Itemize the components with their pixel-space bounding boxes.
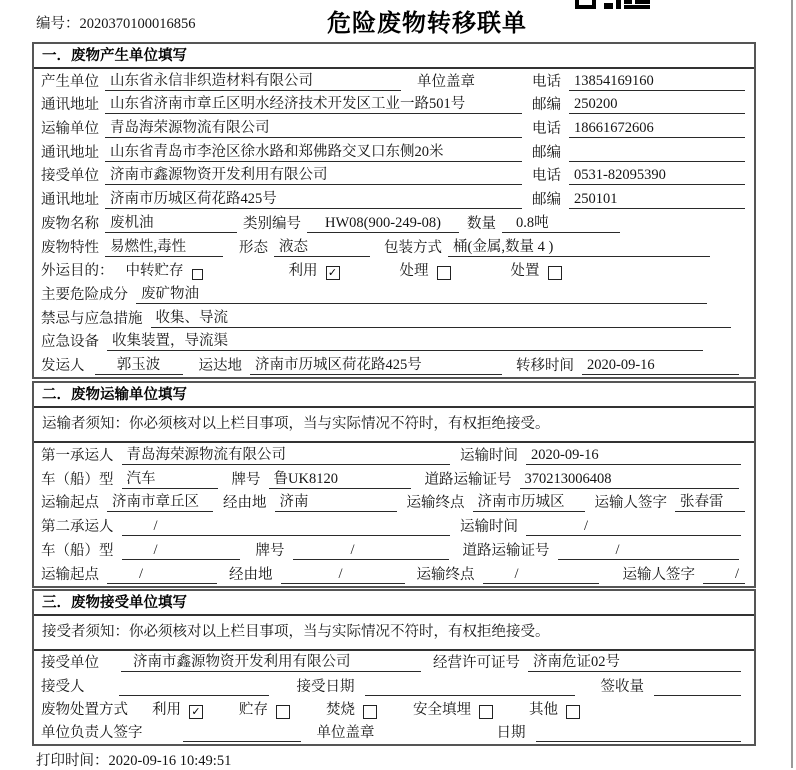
producer-address-row bbox=[41, 93, 747, 117]
disposal-other-label: 其他 bbox=[529, 701, 558, 718]
receive-date-label: 接受日期 bbox=[296, 678, 355, 695]
receive-unit-row bbox=[41, 651, 747, 674]
purpose-label: 外运目的： bbox=[41, 263, 114, 280]
via1-label: 经由地 bbox=[223, 495, 267, 512]
transporter-address-value: 山东省青岛市李沧区徐水路和郑佛路交叉口东侧20米 bbox=[105, 140, 522, 162]
receiver-zip-value: 250101 bbox=[569, 191, 745, 209]
origin1-label: 运输起点 bbox=[41, 495, 99, 512]
receiver-label: 接受单位 bbox=[41, 168, 99, 185]
vehicle1-type-value: 汽车 bbox=[122, 467, 218, 489]
producer-zip-label: 邮编 bbox=[532, 97, 561, 114]
permit1-value: 370213006408 bbox=[520, 471, 740, 489]
leader-sign-value bbox=[183, 741, 301, 742]
purpose-dispose-checkbox bbox=[548, 266, 562, 280]
transfer-date-value: 2020-09-16 bbox=[582, 357, 739, 375]
waste-name-label: 废物名称 bbox=[41, 215, 99, 232]
carrier2-label: 第二承运人 bbox=[41, 519, 114, 536]
carrier2-time-label: 运输时间 bbox=[460, 519, 518, 536]
permit1-label: 道路运输证号 bbox=[424, 471, 512, 488]
waste-character-row bbox=[41, 235, 747, 259]
emergency-equipment-value: 收集装置，导流渠 bbox=[107, 329, 703, 351]
transporter-row bbox=[41, 116, 747, 140]
end1-value: 济南市历城区 bbox=[473, 490, 585, 512]
section-producer-title: 一．废物产生单位填写 bbox=[34, 44, 754, 69]
receiver-address-value: 济南市历城区荷花路425号 bbox=[105, 187, 522, 209]
route1-row bbox=[41, 491, 747, 515]
unit-seal-label: 单位盖章 bbox=[417, 73, 475, 90]
disposal-store-label: 贮存 bbox=[239, 701, 268, 718]
category-code-label: 类别编号 bbox=[243, 215, 301, 232]
permit2-label: 道路运输证号 bbox=[462, 542, 550, 559]
receive-unit-value: 济南市鑫源物资开发利用有限公司 bbox=[121, 650, 421, 672]
via1-value: 济南 bbox=[275, 490, 397, 512]
plate2-label: 牌号 bbox=[255, 542, 285, 559]
vehicle1-row bbox=[41, 467, 747, 491]
package-value: 桶(金属,数量 4 ) bbox=[448, 235, 710, 257]
transporter-phone-value: 18661672606 bbox=[569, 120, 745, 138]
transfer-date-label: 转移时间 bbox=[516, 357, 574, 374]
receiver-address-row bbox=[41, 187, 747, 211]
transporter-phone-label: 电话 bbox=[532, 121, 561, 138]
producer-address-label: 通讯地址 bbox=[41, 97, 99, 114]
emergency-measures-row bbox=[41, 306, 747, 330]
disposal-landfill-label: 安全填埋 bbox=[413, 701, 471, 718]
sign2-label: 运输人签字 bbox=[622, 566, 695, 583]
plate1-label: 牌号 bbox=[231, 471, 261, 488]
waste-character-value: 易燃性,毒性 bbox=[105, 235, 223, 257]
emergency-measures-value: 收集、导流 bbox=[151, 306, 732, 328]
form-label: 形态 bbox=[239, 239, 268, 256]
quantity-value: 0.8吨 bbox=[502, 211, 620, 233]
hazard-component-value: 废矿物油 bbox=[136, 282, 707, 304]
route2-row bbox=[41, 562, 747, 586]
origin1-value: 济南市章丘区 bbox=[107, 490, 213, 512]
waste-name-row bbox=[41, 211, 747, 235]
transporter-zip-label: 邮编 bbox=[532, 144, 561, 161]
receive-date2-value bbox=[536, 741, 742, 742]
destination-label: 运达地 bbox=[198, 357, 242, 374]
plate2-value: / bbox=[293, 542, 449, 560]
transport-notice: 运输者须知：你必须核对以上栏目事项，当与实际情况不符时，有权拒绝接受。 bbox=[34, 408, 754, 443]
purpose-transfer-checkbox bbox=[192, 269, 203, 280]
category-code-value: HW08(900-249-08) bbox=[307, 215, 459, 233]
package-label: 包装方式 bbox=[384, 239, 442, 256]
purpose-utilize-label: 利用 bbox=[288, 263, 318, 280]
scan-page-edge bbox=[791, 0, 793, 768]
disposal-landfill-checkbox bbox=[479, 705, 493, 719]
receiver-phone-label: 电话 bbox=[532, 168, 561, 185]
form-value: 液态 bbox=[274, 235, 370, 257]
disposal-incinerate-checkbox bbox=[363, 705, 377, 719]
receive-person-row bbox=[41, 674, 747, 697]
vehicle2-type-value: / bbox=[122, 542, 240, 560]
producer-row bbox=[41, 69, 747, 93]
purpose-utilize-checkbox: ✓ bbox=[326, 266, 340, 280]
emergency-equipment-row bbox=[41, 330, 747, 354]
disposal-utilize-checkbox: ✓ bbox=[189, 705, 203, 719]
producer-phone-value: 13854169160 bbox=[569, 73, 745, 91]
license-value: 济南危证02号 bbox=[528, 650, 741, 672]
transporter-address-row bbox=[41, 140, 747, 164]
carrier1-value: 青岛海荣源物流有限公司 bbox=[122, 443, 451, 465]
section-receive-title: 三．废物接受单位填写 bbox=[34, 591, 754, 616]
sign2-value: / bbox=[703, 566, 745, 584]
receiver-zip-label: 邮编 bbox=[532, 192, 561, 209]
page-title: 危险废物转移联单 bbox=[327, 9, 527, 37]
receive-person-value bbox=[119, 695, 269, 696]
disposal-store-checkbox bbox=[276, 705, 290, 719]
print-time-value: 2020-09-16 10:49:51 bbox=[108, 753, 232, 769]
shipper-label: 发运人 bbox=[41, 357, 85, 374]
origin2-label: 运输起点 bbox=[41, 566, 99, 583]
producer-label: 产生单位 bbox=[41, 73, 99, 90]
print-time bbox=[36, 749, 231, 770]
quantity-label: 数量 bbox=[467, 215, 496, 232]
received-amount-label: 签收量 bbox=[600, 678, 644, 695]
purpose-dispose-label: 处置 bbox=[510, 263, 540, 280]
emergency-measures-label: 禁忌与应急措施 bbox=[41, 310, 143, 327]
transporter-value: 青岛海荣源物流有限公司 bbox=[105, 116, 522, 138]
disposal-method-row bbox=[41, 698, 747, 721]
receive-unit-label: 接受单位 bbox=[41, 655, 99, 672]
vehicle1-type-label: 车（船）型 bbox=[41, 471, 114, 488]
disposal-other-checkbox bbox=[566, 705, 580, 719]
section-producer bbox=[32, 42, 756, 379]
producer-zip-value: 250200 bbox=[569, 96, 745, 114]
license-label: 经营许可证号 bbox=[433, 655, 520, 672]
purpose-transfer-label: 中转贮存 bbox=[125, 263, 184, 280]
section-transport bbox=[32, 381, 756, 588]
shipper-row bbox=[41, 353, 747, 377]
permit2-value: / bbox=[558, 542, 740, 560]
vehicle2-row bbox=[41, 538, 747, 562]
purpose-treat-label: 处理 bbox=[399, 263, 429, 280]
receiver-value: 济南市鑫源物资开发利用有限公司 bbox=[105, 163, 522, 185]
purpose-treat-checkbox bbox=[437, 266, 451, 280]
carrier1-row bbox=[41, 443, 747, 467]
receiver-address-label: 通讯地址 bbox=[41, 192, 99, 209]
receiver-row bbox=[41, 164, 747, 188]
via2-label: 经由地 bbox=[229, 566, 273, 583]
shipper-value: 郭玉波 bbox=[95, 353, 183, 375]
producer-phone-label: 电话 bbox=[532, 73, 561, 90]
waste-name-value: 废机油 bbox=[105, 211, 237, 233]
end2-label: 运输终点 bbox=[416, 566, 475, 583]
receive-seal-label: 单位盖章 bbox=[316, 725, 375, 741]
hazard-component-label: 主要危险成分 bbox=[41, 286, 128, 303]
doc-number bbox=[36, 12, 196, 33]
producer-address-value: 山东省济南市章丘区明水经济技术开发区工业一路501号 bbox=[105, 92, 522, 114]
receive-notice: 接受者须知：你必须核对以上栏目事项，当与实际情况不符时，有权拒绝接受。 bbox=[34, 616, 754, 651]
emergency-equipment-label: 应急设备 bbox=[41, 334, 99, 351]
doc-number-label: 编号： bbox=[36, 16, 80, 32]
disposal-incinerate-label: 焚烧 bbox=[326, 701, 355, 718]
transporter-address-label: 通讯地址 bbox=[41, 144, 99, 161]
purpose-row bbox=[41, 259, 747, 283]
plate1-value: 鲁UK8120 bbox=[269, 467, 411, 489]
destination-value: 济南市历城区荷花路425号 bbox=[250, 353, 502, 375]
print-time-label: 打印时间： bbox=[36, 753, 109, 769]
hazard-component-row bbox=[41, 282, 747, 306]
carrier1-time-label: 运输时间 bbox=[460, 447, 518, 464]
doc-number-value: 2020370100016856 bbox=[79, 16, 196, 32]
carrier2-row bbox=[41, 514, 747, 538]
leader-sign-label: 单位负责人签字 bbox=[41, 725, 143, 741]
receive-date-value bbox=[365, 695, 575, 696]
sign1-value: 张春雷 bbox=[675, 490, 745, 512]
via2-value: / bbox=[281, 566, 405, 584]
waste-character-label: 废物特性 bbox=[41, 239, 99, 256]
disposal-utilize-label: 利用 bbox=[152, 701, 181, 718]
section-receive bbox=[32, 589, 756, 746]
received-amount-value bbox=[654, 695, 741, 696]
end2-value: / bbox=[483, 566, 599, 584]
carrier2-time-value: / bbox=[526, 518, 741, 536]
receiver-phone-value: 0531-82095390 bbox=[569, 167, 745, 185]
receive-person-label: 接受人 bbox=[41, 678, 85, 695]
section-transport-title: 二．废物运输单位填写 bbox=[34, 383, 754, 408]
disposal-method-label: 废物处置方式 bbox=[41, 701, 128, 718]
leader-sign-row bbox=[41, 721, 747, 744]
carrier1-label: 第一承运人 bbox=[41, 447, 114, 464]
carrier2-value: / bbox=[122, 518, 451, 536]
receive-date2-label: 日期 bbox=[496, 725, 526, 741]
end1-label: 运输终点 bbox=[406, 495, 465, 512]
sign1-label: 运输人签字 bbox=[594, 495, 667, 512]
origin2-value: / bbox=[107, 566, 217, 584]
carrier1-time-value: 2020-09-16 bbox=[526, 447, 741, 465]
transporter-zip-value bbox=[569, 161, 745, 162]
vehicle2-type-label: 车（船）型 bbox=[41, 542, 114, 559]
producer-value: 山东省永信非织造材料有限公司 bbox=[105, 69, 401, 91]
transporter-label: 运输单位 bbox=[41, 121, 99, 138]
qr-code-icon bbox=[575, 0, 653, 9]
